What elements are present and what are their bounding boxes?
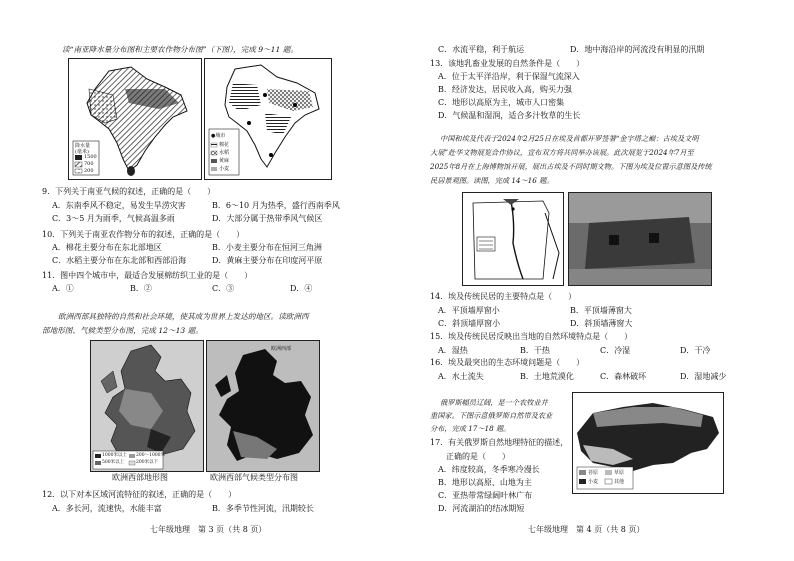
map2-legend-cotton: 棉花 (219, 142, 230, 148)
q16-option-d[interactable]: D．湿地减少 (680, 372, 727, 381)
russia-legend-tundra: 苔原 (588, 470, 599, 476)
q17-option-d[interactable]: D．河流湖泊的结冰期短 (438, 504, 525, 513)
q17-option-b[interactable]: B．地形以高原、山地为主 (438, 478, 532, 487)
russia-legend-steppe: 草原 (614, 470, 625, 476)
q17-stem-line2: 正确的是（ ） (446, 452, 510, 461)
q12-option-d[interactable]: D．地中海沿岸的河流没有明显的汛期 (570, 45, 705, 54)
q13-option-d[interactable]: D．气候温和湿润，适合多汁牧草的生长 (438, 111, 581, 120)
q11-option-b[interactable]: B．② (130, 284, 152, 293)
map3-legend-4: 200米以下 (136, 460, 159, 465)
q16-option-a[interactable]: A．水土流失 (438, 372, 484, 381)
map4-caption: 欧洲西部气候类型分布图 (210, 473, 298, 482)
q13-stem: 13．该地乳畜业发展的自然条件是（ ） (430, 59, 585, 68)
q14-option-d[interactable]: D．斜顶墙薄窗大 (570, 319, 633, 328)
q12-option-b[interactable]: B．多季节性河流，汛期较长 (212, 504, 314, 513)
intro-q17-18-line3: 分布，完成 17～18 题。 (430, 424, 511, 433)
q15-stem: 15．埃及传统民居反映出当地的自然环境特点是（ ） (430, 332, 633, 341)
map2-legend-rice: 水稻 (219, 150, 230, 156)
map1-legend-title: 降水量 (毫米) (75, 143, 91, 155)
q11-stem: 11．图中四个城市中，最适合发展棉纺织工业的是（ ） (42, 271, 253, 280)
south-asia-crops-map (204, 58, 332, 180)
map3-legend-3: 200～1000米 (136, 453, 166, 458)
map2-legend-jute: 黄麻 (219, 158, 230, 164)
q13-option-b[interactable]: B．经济发达，居民收入高，购买力强 (438, 85, 572, 94)
intro-q12-13-line2: 部地形图、气候类型分布图，完成 12～13 题。 (42, 326, 203, 335)
q9-option-d[interactable]: D．大部分属于热带季风气候区 (212, 214, 323, 223)
q9-option-a[interactable]: A．东南季风不稳定，易发生旱涝灾害 (52, 201, 186, 210)
q12-option-c[interactable]: C．水流平稳，利于航运 (438, 45, 525, 54)
q10-option-d[interactable]: D．黄麻主要分布在印度河平原 (212, 256, 323, 265)
intro-q17-18-line1: 俄罗斯幅员辽阔，是一个农牧业并 (440, 398, 548, 407)
map2-legend-wheat: 小麦 (219, 166, 230, 172)
q9-option-c[interactable]: C．3～5 月为雨季，气候高温多雨 (52, 214, 175, 223)
q14-option-a[interactable]: A．平顶墙厚窗小 (438, 306, 500, 315)
q14-option-b[interactable]: B．平顶墙薄窗大 (570, 306, 632, 315)
right-footer: 七年级地理 第 4 页（共 8 页） (528, 525, 645, 534)
intro-q14-16-line1: 中国和埃及代表于2024年2月25日在埃及首都开罗签署“金字塔之巅：古埃及文明 (440, 134, 699, 143)
q14-stem: 14．埃及传统民居的主要特点是（ ） (430, 292, 577, 301)
q12-stem: 12．以下对本区域河流特征的叙述，正确的是（ ） (42, 490, 237, 499)
western-europe-climate-map (206, 340, 320, 472)
egypt-location-map (462, 192, 564, 286)
russia-legend-other: 其他 (614, 479, 625, 485)
q11-option-a[interactable]: A．① (52, 284, 74, 293)
q13-option-a[interactable]: A．位于太平洋沿岸，利于保湿气流深入 (438, 72, 580, 81)
q13-option-c[interactable]: C．地形以高原为主，城市人口密集 (438, 98, 565, 107)
q12-option-a[interactable]: A．多长河，流速快，水能丰富 (52, 504, 162, 513)
map3-legend-2: 500米以上 (102, 460, 125, 465)
russia-natural-zones-map (572, 392, 724, 494)
map1-legend-3: 200 (84, 168, 94, 174)
egypt-dwelling-photo (568, 192, 712, 286)
q10-option-a[interactable]: A．棉花主要分布在东北部地区 (52, 243, 162, 252)
q17-option-c[interactable]: C．亚热带常绿阔叶林广布 (438, 491, 533, 500)
q16-option-c[interactable]: C．森林破坏 (600, 372, 647, 381)
q16-stem: 16．埃及最突出的生态环境问题是（ ） (430, 358, 585, 367)
q11-option-c[interactable]: C．③ (212, 284, 235, 293)
intro-q9-11: 读“南亚降水量分布图和主要农作物分布图”（下图），完成 9～11 题。 (62, 45, 298, 54)
map1-legend-2: 700 (84, 161, 94, 167)
q10-option-b[interactable]: B．小麦主要分布在恒河三角洲 (212, 243, 322, 252)
intro-q14-16-line2: 大展”赴华文物展览合作协议，宣布双方将共同举办该展。此次展览于2024年7月至 (430, 148, 694, 157)
intro-q17-18-line2: 重国家。下图示意俄罗斯自然带及农业 (430, 411, 553, 420)
left-footer: 七年级地理 第 3 页（共 8 页） (150, 525, 267, 534)
q15-option-b[interactable]: B．干热 (520, 346, 550, 355)
q17-stem: 17．有关俄罗斯自然地理特征的描述， (430, 438, 569, 447)
intro-q12-13-line1: 欧洲西部具独特的自然和社会环境，使其成为世界上发达的地区。读欧洲西 (58, 312, 309, 321)
map3-caption: 欧洲西部地形图 (112, 473, 168, 482)
q9-option-b[interactable]: B．6～10 月为热季，盛行西南季风 (212, 201, 340, 210)
south-asia-precipitation-map (68, 58, 202, 180)
q15-option-a[interactable]: A．湿热 (438, 346, 468, 355)
q15-option-d[interactable]: D．干冷 (680, 346, 711, 355)
western-europe-terrain-map (90, 340, 204, 472)
q10-option-c[interactable]: C．水稻主要分布在东北部和西部沿海 (52, 256, 187, 265)
map4-label: 欧洲西部 (271, 346, 292, 352)
q15-option-c[interactable]: C．冷湿 (600, 346, 631, 355)
q9-stem: 9．下列关于南亚气候的叙述，正确的是（ ） (42, 187, 216, 196)
q10-stem: 10．下列关于南亚农作物分布的叙述，正确的是（ ） (42, 230, 245, 239)
map2-legend-city: ●城市 (211, 133, 226, 139)
q16-option-b[interactable]: B．土地荒漠化 (520, 372, 574, 381)
q14-option-c[interactable]: C．斜顶墙厚窗小 (438, 319, 501, 328)
q17-option-a[interactable]: A．纬度较高，冬季寒冷漫长 (438, 465, 540, 474)
russia-legend-wheat: 小麦 (588, 479, 599, 485)
intro-q14-16-line4: 民居景观图。读图，完成 14～16 题。 (430, 176, 554, 185)
map3-legend-1: 1000米以上 (102, 453, 127, 458)
intro-q14-16-line3: 2025年8月在上海博物馆开展，展出古埃及不同时期文物。下图为埃及位置示意图及传统 (430, 162, 712, 171)
map1-legend-1: 1500 (84, 154, 97, 160)
q11-option-d[interactable]: D．④ (290, 284, 313, 293)
